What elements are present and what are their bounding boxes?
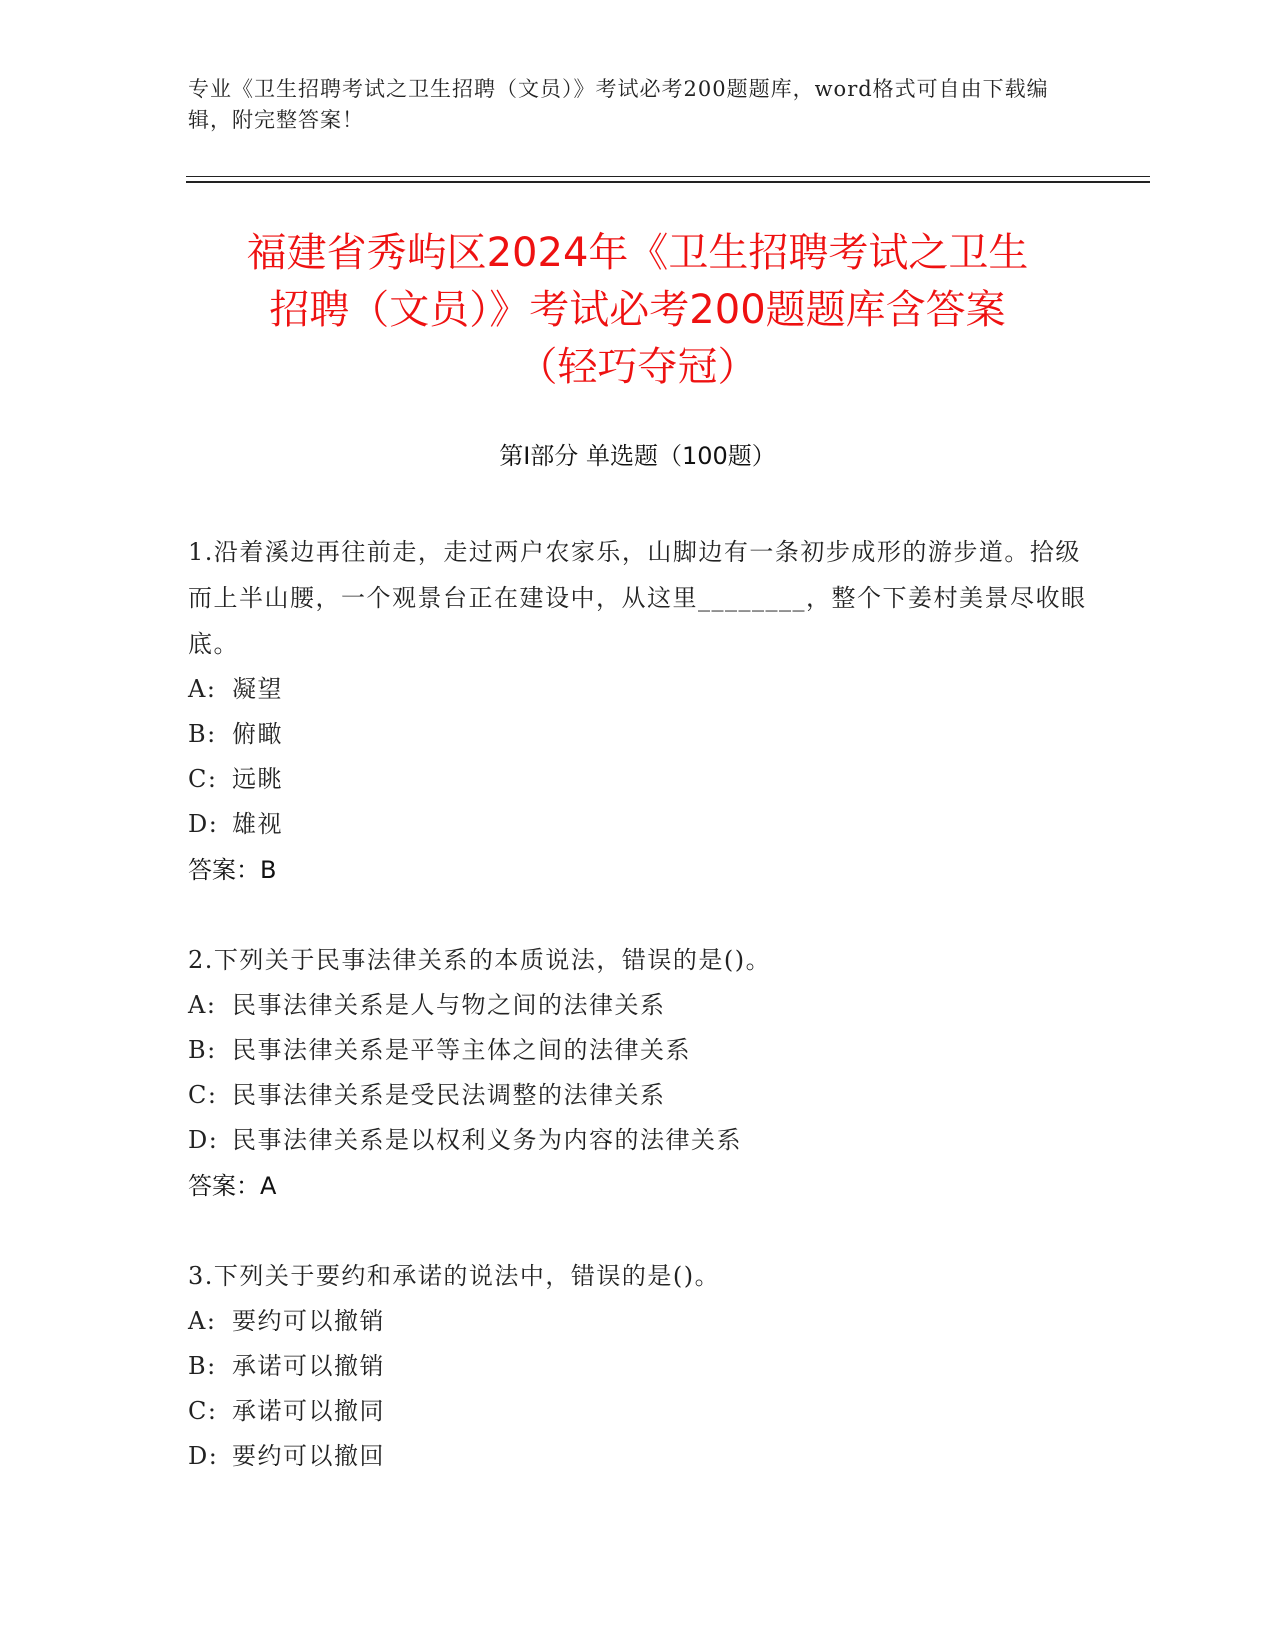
option-c	[188, 1389, 1088, 1434]
option-letter: A:	[188, 991, 217, 1019]
option-letter: C:	[188, 1397, 218, 1425]
option-text: 雄视	[232, 810, 283, 838]
option-text: 远眺	[232, 765, 283, 793]
option-b	[188, 1028, 1088, 1073]
option-text: 凝望	[232, 675, 283, 703]
title-line: （轻巧夺冠）	[517, 344, 758, 390]
question-stem: 3.下列关于要约和承诺的说法中，错误的是()。	[188, 1262, 721, 1290]
title-line: 招聘（文员）》考试必考200题题库含答案	[269, 287, 1006, 333]
option-letter: D:	[188, 1442, 219, 1470]
option-letter: C:	[188, 765, 218, 793]
option-text: 承诺可以撤同	[232, 1397, 385, 1425]
option-letter: D:	[188, 810, 219, 838]
option-text: 承诺可以撤销	[232, 1352, 385, 1380]
option-a	[188, 983, 1088, 1028]
option-text: 民事法律关系是人与物之间的法律关系	[232, 991, 666, 1019]
option-d	[188, 1118, 1088, 1163]
option-letter: B:	[188, 720, 217, 748]
section-heading: 第I部分 单选题（100题）	[499, 442, 776, 470]
title-line: 福建省秀屿区2024年《卫生招聘考试之卫生	[246, 230, 1029, 276]
option-text: 要约可以撤回	[232, 1442, 385, 1470]
header-divider-thick	[186, 181, 1150, 183]
option-letter: B:	[188, 1036, 217, 1064]
option-text: 民事法律关系是受民法调整的法律关系	[232, 1081, 666, 1109]
option-c	[188, 1073, 1088, 1118]
option-a	[188, 667, 1088, 712]
option-letter: A:	[188, 675, 217, 703]
answer-line: 答案：B	[188, 856, 277, 884]
option-text: 要约可以撤销	[232, 1307, 385, 1335]
option-letter: B:	[188, 1352, 217, 1380]
header-note: 专业《卫生招聘考试之卫生招聘（文员）》考试必考200题题库，word格式可自由下载编辑，附完整答案！	[188, 77, 1049, 132]
option-text: 民事法律关系是以权利义务为内容的法律关系	[232, 1126, 742, 1154]
question-stem: 1.沿着溪边再往前走，走过两户农家乐，山脚边有一条初步成形的游步道。拾级而上半山腰，一个观景台正在建设中，从这里________，整个下姜村美景尽收眼底。	[188, 538, 1087, 658]
option-letter: D:	[188, 1126, 219, 1154]
option-text: 民事法律关系是平等主体之间的法律关系	[232, 1036, 691, 1064]
answer-line: 答案：A	[188, 1172, 277, 1200]
option-letter: A:	[188, 1307, 217, 1335]
option-text: 俯瞰	[232, 720, 283, 748]
question-list	[188, 529, 1088, 1523]
option-letter: C:	[188, 1081, 218, 1109]
option-c	[188, 757, 1088, 802]
question-stem: 2.下列关于民事法律关系的本质说法，错误的是()。	[188, 946, 772, 974]
option-b	[188, 1344, 1088, 1389]
question-2	[188, 937, 1088, 1209]
option-d	[188, 802, 1088, 847]
option-a	[188, 1299, 1088, 1344]
document-title	[160, 225, 1115, 396]
header-divider-thin	[186, 176, 1150, 177]
option-b	[188, 712, 1088, 757]
question-3	[188, 1253, 1088, 1479]
question-1	[188, 529, 1088, 893]
option-d	[188, 1434, 1088, 1479]
